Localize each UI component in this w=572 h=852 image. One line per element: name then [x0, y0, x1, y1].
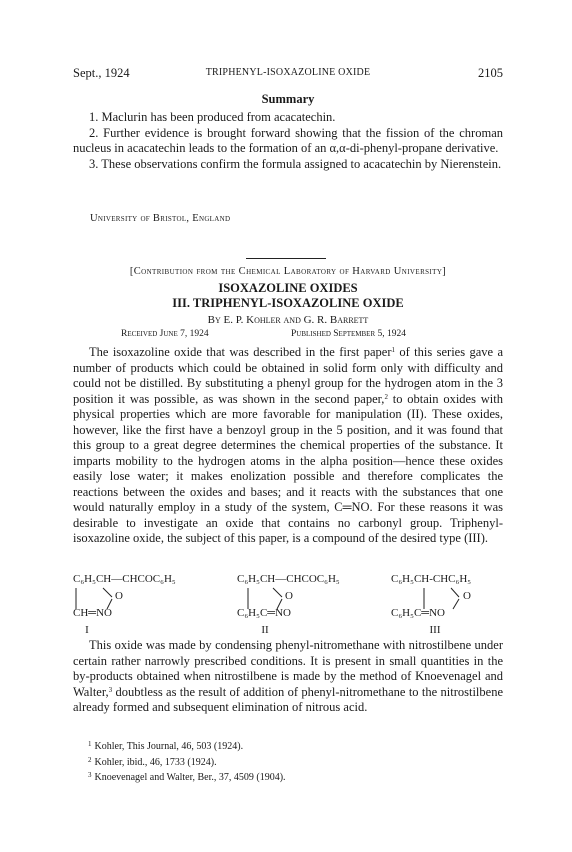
structure-bottom: C₆H₅C═NO	[391, 607, 445, 619]
page-number: 2105	[478, 66, 503, 80]
summary-item: 2. Further evidence is brought forward showing that the fission of the chroman nucleus in acacatechin leads to the formation of an α,α-di-phenyl-propane derivative.	[73, 125, 503, 155]
paragraph-text: to obtain oxides with physical properties which are more favorable for manipulation (II). These oxides, however, like the first have a benzoyl group in the 5 position, and it was found that this group to a great degree determines the chemical properties of the substance. It imparts mobility to the hydrogen atoms in the alpha position—hence these oxides easily lose water; it makes enolization possible and therefore complicates the reactions between the oxides and bases; and it reacts with the substances that one would naturally employ in a study of the system, C═NO. For these reasons it was desirable to investigate an oxide that contains no carbonyl group. Triphenyl-isoxazoline oxide, the subject of this paper, is a compound of the desired type (III).	[73, 391, 503, 545]
footnote	[88, 769, 503, 785]
structure-oxygen: O	[115, 590, 123, 602]
footnotes	[88, 738, 503, 785]
structure-top: C₆H₅CH-CHC₆H₅	[391, 573, 472, 585]
summary-item: 1. Maclurin has been produced from acacatechin.	[89, 110, 336, 124]
running-header	[73, 66, 503, 82]
structure-oxygen: O	[463, 590, 471, 602]
paragraph-text: of this series gave a number of products which could be obtained in solid form only with difficulty and could not be distilled. By substituting a phenyl group for the hydrogen atom in the 3 position it was possible, as was shown in the second paper,	[73, 345, 503, 406]
summary-list	[73, 110, 503, 172]
article-title: ISOXAZOLINE OXIDES	[218, 281, 358, 295]
summary-heading: Summary	[261, 92, 315, 106]
footnote-number: 3	[88, 771, 92, 779]
body-paragraph-2	[73, 638, 503, 716]
header-date: Sept., 1924	[73, 66, 130, 80]
structure-label: II	[261, 624, 269, 636]
section-divider	[246, 258, 326, 259]
published-date: Published September 5, 1924	[291, 329, 406, 339]
structure-top: C₆H₅CH—CHCOC₆H₅	[73, 573, 176, 585]
summary-item: 3. These observations confirm the formula assigned to acacatechin by Nierenstein.	[89, 156, 502, 171]
body-paragraph-1	[73, 345, 503, 547]
article-authors: By E. P. Kohler and G. R. Barrett	[207, 314, 369, 326]
footnote-text: Kohler, ibid., 46, 1733 (1924).	[94, 756, 217, 768]
structure-label: III	[429, 624, 441, 636]
paragraph-text: The isoxazoline oxide that was described in the first paper	[89, 345, 392, 359]
paragraph-text: This oxide was made by condensing phenyl-nitromethane with nitrostilbene under certain rather narrowly prescribed conditions. It is present in small quantities in the by-products obtained when nitrostilbene is made by the method of Knoevenagel and Walter,	[73, 638, 503, 699]
footnote-text: Knoevenagel and Walter, Ber., 37, 4509 (1904).	[94, 772, 286, 783]
structure-bottom: CH═NO	[73, 607, 112, 619]
received-date: Received June 7, 1924	[121, 329, 209, 339]
structure-label: I	[85, 624, 89, 636]
contribution-line: [Contribution from the Chemical Laboratory of Harvard University]	[129, 266, 447, 277]
affiliation: University of Bristol, England	[90, 213, 231, 224]
structure-bottom: C₆H₅C═NO	[237, 607, 291, 619]
paragraph-text: doubtless as the result of addition of phenyl-nitromethane to the nitrostilbene already formed and subsequent elimination of nitrous acid.	[73, 684, 503, 714]
structure-top: C₆H₅CH—CHCOC₆H₅	[237, 573, 340, 585]
footnote-number: 2	[88, 755, 92, 764]
footnote-ref: 1	[391, 346, 396, 354]
structure-oxygen: O	[285, 590, 293, 602]
footnote-text: Kohler, This Journal, 46, 503 (1924).	[94, 741, 244, 752]
footnote-ref: 3	[108, 685, 113, 694]
article-subtitle: III. TRIPHENYL-ISOXAZOLINE OXIDE	[172, 296, 404, 310]
footnote	[88, 754, 503, 770]
header-running-title: TRIPHENYL-ISOXAZOLINE OXIDE	[205, 67, 371, 78]
footnote	[88, 738, 503, 754]
footnote-ref: 2	[384, 392, 388, 401]
footnote-number: 1	[88, 740, 92, 748]
